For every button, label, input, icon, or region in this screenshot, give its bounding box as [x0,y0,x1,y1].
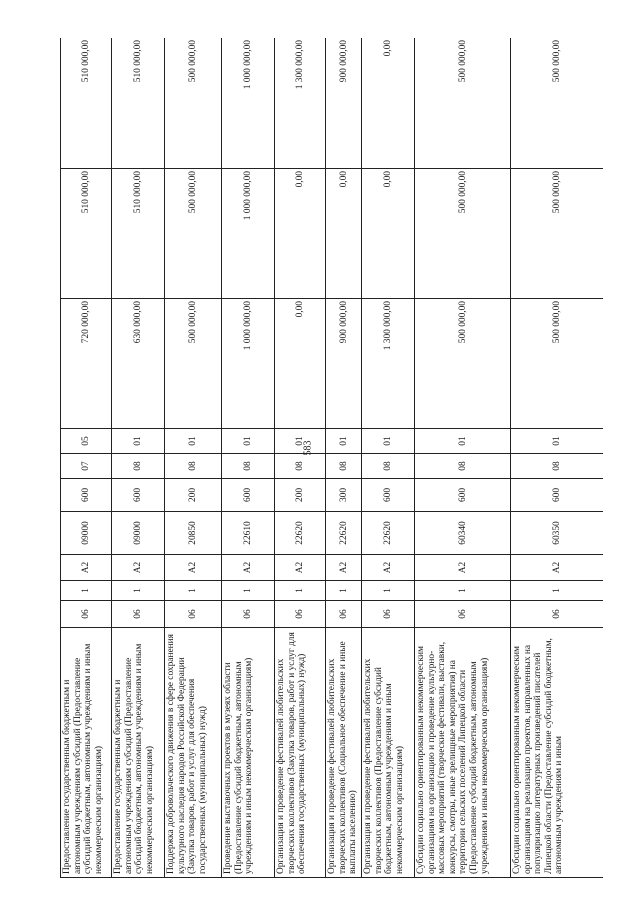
amount-year-2: 0,00 [362,169,415,299]
row-name: Предоставление государственным бюджетным и автономным учреждениям субсидий (Предоставление субсидий бюджетным, автономным учреждениям и иным некоммерческим организациям) [112,628,165,878]
ministry-code: 06 [362,601,415,628]
row-name: Субсидии социально ориентированным некоммерческим организациям на реализацию проектов, направленных на популяризацию литературных произведений писателей Липецкой области (Предоставление субсидий бюджетным, автономным учреждениям и иным [511,628,604,878]
program-code: 1 [511,581,604,601]
project-code: А2 [112,555,165,581]
amount-year-1: 500 000,00 [415,299,511,429]
row-name: Организация и проведение фестивалей любительских творческих коллективов (Социальное обеспечение и иные выплаты населению) [326,628,362,878]
subsection-code: 01 [362,429,415,454]
table-row [165,38,222,878]
table-viewport [60,38,603,878]
project-code: А2 [222,555,275,581]
subsection-code: 01 [511,429,604,454]
page-number: 583 [302,440,314,456]
amount-year-3: 1 000 000,00 [222,38,275,169]
ministry-code: 06 [415,601,511,628]
target-code: 09000 [112,512,165,555]
section-code: 08 [326,454,362,479]
target-code: 60340 [415,512,511,555]
section-code: 08 [362,454,415,479]
amount-year-3: 510 000,00 [61,38,112,169]
expense-type: 600 [112,479,165,512]
amount-year-2: 500 000,00 [165,169,222,299]
section-code: 08 [415,454,511,479]
project-code: А2 [165,555,222,581]
target-code: 22620 [275,512,326,555]
expense-type: 600 [222,479,275,512]
section-code: 08 [222,454,275,479]
program-code: 1 [61,581,112,601]
expense-type: 600 [511,479,604,512]
project-code: А2 [61,555,112,581]
amount-year-2: 1 000 000,00 [222,169,275,299]
target-code: 22620 [362,512,415,555]
table-row [112,38,165,878]
expense-type: 600 [61,479,112,512]
project-code: А2 [415,555,511,581]
expense-type: 200 [275,479,326,512]
program-code: 1 [222,581,275,601]
target-code: 20850 [165,512,222,555]
program-code: 1 [275,581,326,601]
amount-year-2: 510 000,00 [112,169,165,299]
target-code: 22610 [222,512,275,555]
target-code: 09000 [61,512,112,555]
ministry-code: 06 [222,601,275,628]
program-code: 1 [112,581,165,601]
budget-table [60,38,603,878]
expense-type: 200 [165,479,222,512]
amount-year-3: 1 300 000,00 [275,38,326,169]
amount-year-3: 500 000,00 [165,38,222,169]
target-code: 22620 [326,512,362,555]
project-code: А2 [275,555,326,581]
ministry-code: 06 [275,601,326,628]
amount-year-2: 500 000,00 [511,169,604,299]
amount-year-1: 1 300 000,00 [362,299,415,429]
target-code: 60350 [511,512,604,555]
ministry-code: 06 [165,601,222,628]
expense-type: 600 [362,479,415,512]
section-code: 07 [61,454,112,479]
section-code: 08 [511,454,604,479]
table-row [275,38,326,878]
amount-year-2: 510 000,00 [61,169,112,299]
subsection-code: 01 [275,429,326,454]
program-code: 1 [326,581,362,601]
table-row [511,38,604,878]
amount-year-3: 500 000,00 [511,38,604,169]
amount-year-1: 720 000,00 [61,299,112,429]
table-row [326,38,362,878]
project-code: А2 [511,555,604,581]
program-code: 1 [415,581,511,601]
section-code: 08 [165,454,222,479]
budget-table-body [61,38,604,878]
ministry-code: 06 [511,601,604,628]
subsection-code: 01 [326,429,362,454]
ministry-code: 06 [326,601,362,628]
row-name: Субсидии социально ориентированным некоммерческим организациям на организацию и проведение культурно-массовых мероприятий (творческие фестивали, выставки, конкурсы, смотры, иные зрелищные мероприятия) на территории сельских поселений Липецкой области (Предоставление субсидий бюджетным, автономным учреждениям и иным некоммерческим организациям) [415,628,511,878]
project-code: А2 [326,555,362,581]
section-code: 08 [112,454,165,479]
expense-type: 300 [326,479,362,512]
amount-year-1: 1 000 000,00 [222,299,275,429]
amount-year-1: 0,00 [275,299,326,429]
subsection-code: 01 [165,429,222,454]
table-row [362,38,415,878]
row-name: Предоставление государственным бюджетным и автономным учреждениям субсидий (Предоставление субсидий бюджетным, автономным учреждениям и иным некоммерческим организациям) [61,628,112,878]
row-name: Организация и проведение фестивалей любительских творческих коллективов (Закупка товаров, работ и услуг для обеспечения государственных (муниципальных) нужд) [275,628,326,878]
section-code: 08 [275,454,326,479]
row-name: Проведение выставочных проектов в музеях области (Предоставление субсидий бюджетным, автономным учреждениям и иным некоммерческим организациям) [222,628,275,878]
expense-type: 600 [415,479,511,512]
amount-year-3: 0,00 [362,38,415,169]
program-code: 1 [165,581,222,601]
amount-year-3: 900 000,00 [326,38,362,169]
table-row [222,38,275,878]
ministry-code: 06 [112,601,165,628]
amount-year-1: 900 000,00 [326,299,362,429]
amount-year-1: 500 000,00 [165,299,222,429]
amount-year-3: 510 000,00 [112,38,165,169]
subsection-code: 05 [61,429,112,454]
amount-year-2: 500 000,00 [415,169,511,299]
subsection-code: 01 [222,429,275,454]
amount-year-1: 630 000,00 [112,299,165,429]
row-name: Поддержка добровольческого движения в сфере сохранения культурного наследия народов Российской Федерации (Закупка товаров, работ и услуг для обеспечения государственных (муниципальных) нужд) [165,628,222,878]
row-name: Организация и проведение фестивалей любительских творческих коллективов (Предоставление субсидий бюджетным, автономным учреждениям и иным некоммерческим организациям) [362,628,415,878]
project-code: А2 [362,555,415,581]
table-row [415,38,511,878]
ministry-code: 06 [61,601,112,628]
table-row [61,38,112,878]
amount-year-1: 500 000,00 [511,299,604,429]
program-code: 1 [362,581,415,601]
amount-year-3: 500 000,00 [415,38,511,169]
subsection-code: 01 [112,429,165,454]
amount-year-2: 0,00 [275,169,326,299]
subsection-code: 01 [415,429,511,454]
amount-year-2: 0,00 [326,169,362,299]
